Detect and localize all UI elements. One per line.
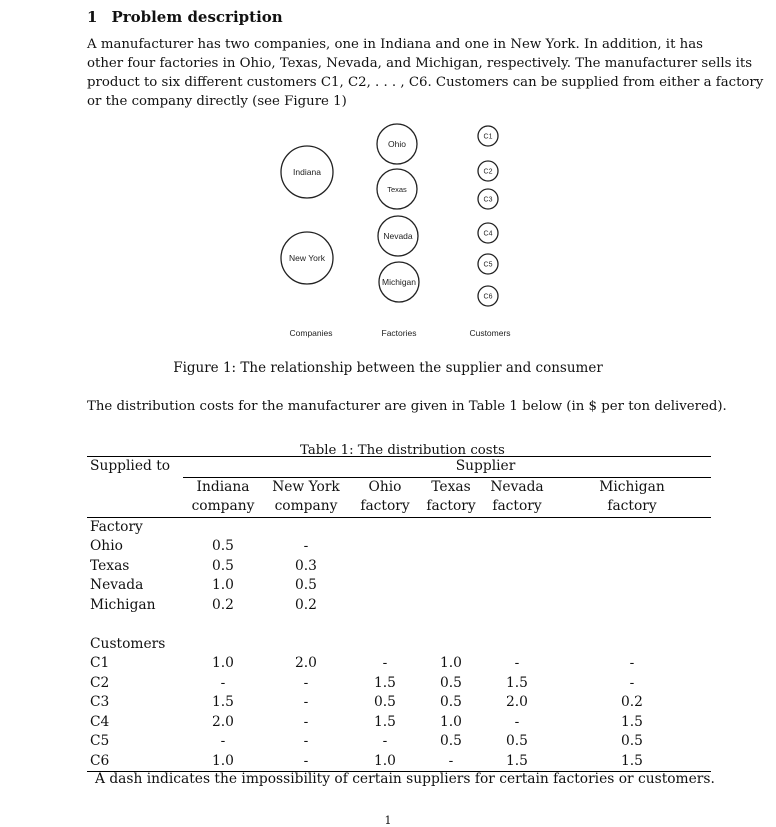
cost-cell: 1.0 xyxy=(212,655,234,671)
customer-label: C5 xyxy=(483,261,493,269)
cost-cell xyxy=(553,557,711,577)
spacer-row xyxy=(87,615,711,635)
cost-cell: - xyxy=(220,733,226,749)
row-label: C5 xyxy=(90,733,110,749)
cost-cell: - xyxy=(303,733,309,749)
cost-cell: 0.5 xyxy=(621,733,643,749)
cost-cell: 0.5 xyxy=(440,674,462,691)
cost-cell xyxy=(481,557,553,577)
cost-cell xyxy=(421,596,481,616)
factory-group-label: Factory xyxy=(90,518,143,535)
cost-cell xyxy=(349,557,421,577)
cost-cell xyxy=(421,576,481,596)
cost-cell: - xyxy=(514,713,520,730)
intro-line: A manufacturer has two companies, one in Indiana and one in New York. In addition, it has xyxy=(87,37,703,52)
cost-cell: 1.0 xyxy=(183,752,263,772)
intro-line: other four factories in Ohio, Texas, Nevada, and Michigan, respectively. The manufacturer sells its xyxy=(87,56,753,71)
supplied-to-label: Supplied to xyxy=(87,457,183,478)
column-header-sub: factory xyxy=(553,497,711,517)
table-row xyxy=(87,732,711,752)
page-number: 1 xyxy=(384,814,392,827)
column-header-row xyxy=(87,477,711,497)
cost-cell: 1.0 xyxy=(440,655,462,671)
supplier-label: Supplier xyxy=(183,457,711,478)
cost-cell: 0.2 xyxy=(212,596,234,613)
cost-cell: 1.0 xyxy=(349,752,421,772)
cost-cell: - xyxy=(220,674,226,691)
cost-cell: 2.0 xyxy=(295,655,317,671)
distribution-intro: The distribution costs for the manufacturer are given in Table 1 below (in $ per ton delivered). xyxy=(87,399,727,414)
table-footnote: A dash indicates the impossibility of certain suppliers for certain factories or customers. xyxy=(95,771,715,787)
table-row xyxy=(87,693,711,713)
table-row xyxy=(87,596,711,616)
row-label: C2 xyxy=(90,674,110,691)
table-row xyxy=(87,752,711,772)
column-header: New York xyxy=(263,477,349,497)
cost-cell xyxy=(421,537,481,557)
figure-caption: Figure 1: The relationship between the supplier and consumer xyxy=(173,360,603,376)
cost-cell: 0.5 xyxy=(212,538,234,554)
cost-cell: - xyxy=(629,655,635,671)
row-label: Texas xyxy=(90,557,130,574)
cost-cell xyxy=(481,596,553,616)
cost-cell: - xyxy=(421,752,481,772)
column-header-sub: factory xyxy=(421,497,481,517)
cost-cell: 0.5 xyxy=(212,557,234,574)
cost-cell: 1.5 xyxy=(506,674,528,691)
cost-cell: - xyxy=(382,733,388,749)
column-label-factories: Factories xyxy=(381,328,417,338)
column-header-sub: factory xyxy=(481,497,553,517)
table-caption: Table 1: The distribution costs xyxy=(300,443,505,458)
customer-label: C1 xyxy=(483,133,493,141)
customer-label: C3 xyxy=(483,196,493,204)
column-header-sub: company xyxy=(263,497,349,517)
cost-cell xyxy=(553,576,711,596)
group-label-row xyxy=(87,635,711,655)
cost-cell: - xyxy=(303,538,309,554)
column-header: Michigan xyxy=(553,477,711,497)
cost-cell xyxy=(421,557,481,577)
cost-cell xyxy=(349,576,421,596)
cost-cell: 0.3 xyxy=(295,557,317,574)
table-row xyxy=(87,654,711,674)
intro-line: or the company directly (see Figure 1) xyxy=(87,94,347,109)
cost-cell: - xyxy=(514,655,520,671)
table-row xyxy=(87,537,711,557)
section-title: Problem description xyxy=(111,8,283,26)
customer-label: C6 xyxy=(483,293,493,301)
column-header: Texas xyxy=(421,477,481,497)
cost-cell xyxy=(553,596,711,616)
cost-cell: - xyxy=(382,655,388,671)
row-label: C6 xyxy=(87,752,183,772)
distribution-cost-table xyxy=(87,456,711,772)
cost-cell: - xyxy=(303,694,309,710)
column-header: Nevada xyxy=(481,477,553,497)
section-number: 1 xyxy=(87,8,98,26)
column-label-customers: Customers xyxy=(469,328,511,338)
customer-label: C4 xyxy=(483,230,493,238)
factory-label: Nevada xyxy=(383,231,413,241)
cost-cell: 1.0 xyxy=(440,713,462,730)
factory-label: Michigan xyxy=(381,277,417,287)
row-label: C3 xyxy=(90,694,110,710)
cost-cell: 2.0 xyxy=(212,713,234,730)
cost-cell: - xyxy=(263,752,349,772)
cost-cell: - xyxy=(303,674,309,691)
table-row xyxy=(87,713,711,733)
cost-cell: 0.5 xyxy=(506,733,528,749)
company-label: New York xyxy=(289,253,325,263)
customer-group-label: Customers xyxy=(90,635,166,652)
cost-cell xyxy=(349,537,421,557)
cost-cell: 1.5 xyxy=(374,713,396,730)
cost-cell: 1.5 xyxy=(374,674,396,691)
table-row xyxy=(87,674,711,694)
factory-label: Texas xyxy=(387,185,407,194)
row-label: C1 xyxy=(90,655,110,671)
row-label: C4 xyxy=(90,713,110,730)
intro-line: product to six different customers C1, C2, . . . , C6. Customers can be supplied from either a factory xyxy=(87,75,764,90)
cost-cell xyxy=(349,596,421,616)
column-header-sub: company xyxy=(183,497,263,517)
cost-cell: 0.2 xyxy=(621,694,643,710)
table-row xyxy=(87,576,711,596)
cost-cell xyxy=(481,576,553,596)
table-row xyxy=(87,557,711,577)
cost-cell: 0.5 xyxy=(440,694,462,710)
cost-cell xyxy=(553,537,711,557)
column-header: Ohio xyxy=(349,477,421,497)
cost-cell: - xyxy=(303,713,309,730)
column-header: Indiana xyxy=(183,477,263,497)
cost-cell: 1.5 xyxy=(553,752,711,772)
column-header-row xyxy=(87,497,711,517)
cost-cell: 0.5 xyxy=(374,694,396,710)
cost-cell: 0.5 xyxy=(295,577,317,593)
group-label-row xyxy=(87,517,711,537)
company-label: Indiana xyxy=(293,167,321,177)
cost-cell: 0.5 xyxy=(440,733,462,749)
cost-cell: 1.0 xyxy=(212,577,234,593)
row-label: Ohio xyxy=(90,538,123,554)
column-header-sub: factory xyxy=(349,497,421,517)
table-header-row xyxy=(87,457,711,478)
cost-cell: 2.0 xyxy=(506,694,528,710)
customer-label: C2 xyxy=(483,168,493,176)
cost-cell: - xyxy=(629,674,635,691)
factory-label: Ohio xyxy=(388,139,406,149)
cost-cell: 1.5 xyxy=(481,752,553,772)
row-label: Michigan xyxy=(90,596,156,613)
cost-cell: 0.2 xyxy=(295,596,317,613)
relationship-figure xyxy=(0,0,776,345)
cost-cell: 1.5 xyxy=(212,694,234,710)
row-label: Nevada xyxy=(90,577,144,593)
cost-cell: 1.5 xyxy=(621,713,643,730)
cost-cell xyxy=(481,537,553,557)
column-label-companies: Companies xyxy=(289,328,333,338)
